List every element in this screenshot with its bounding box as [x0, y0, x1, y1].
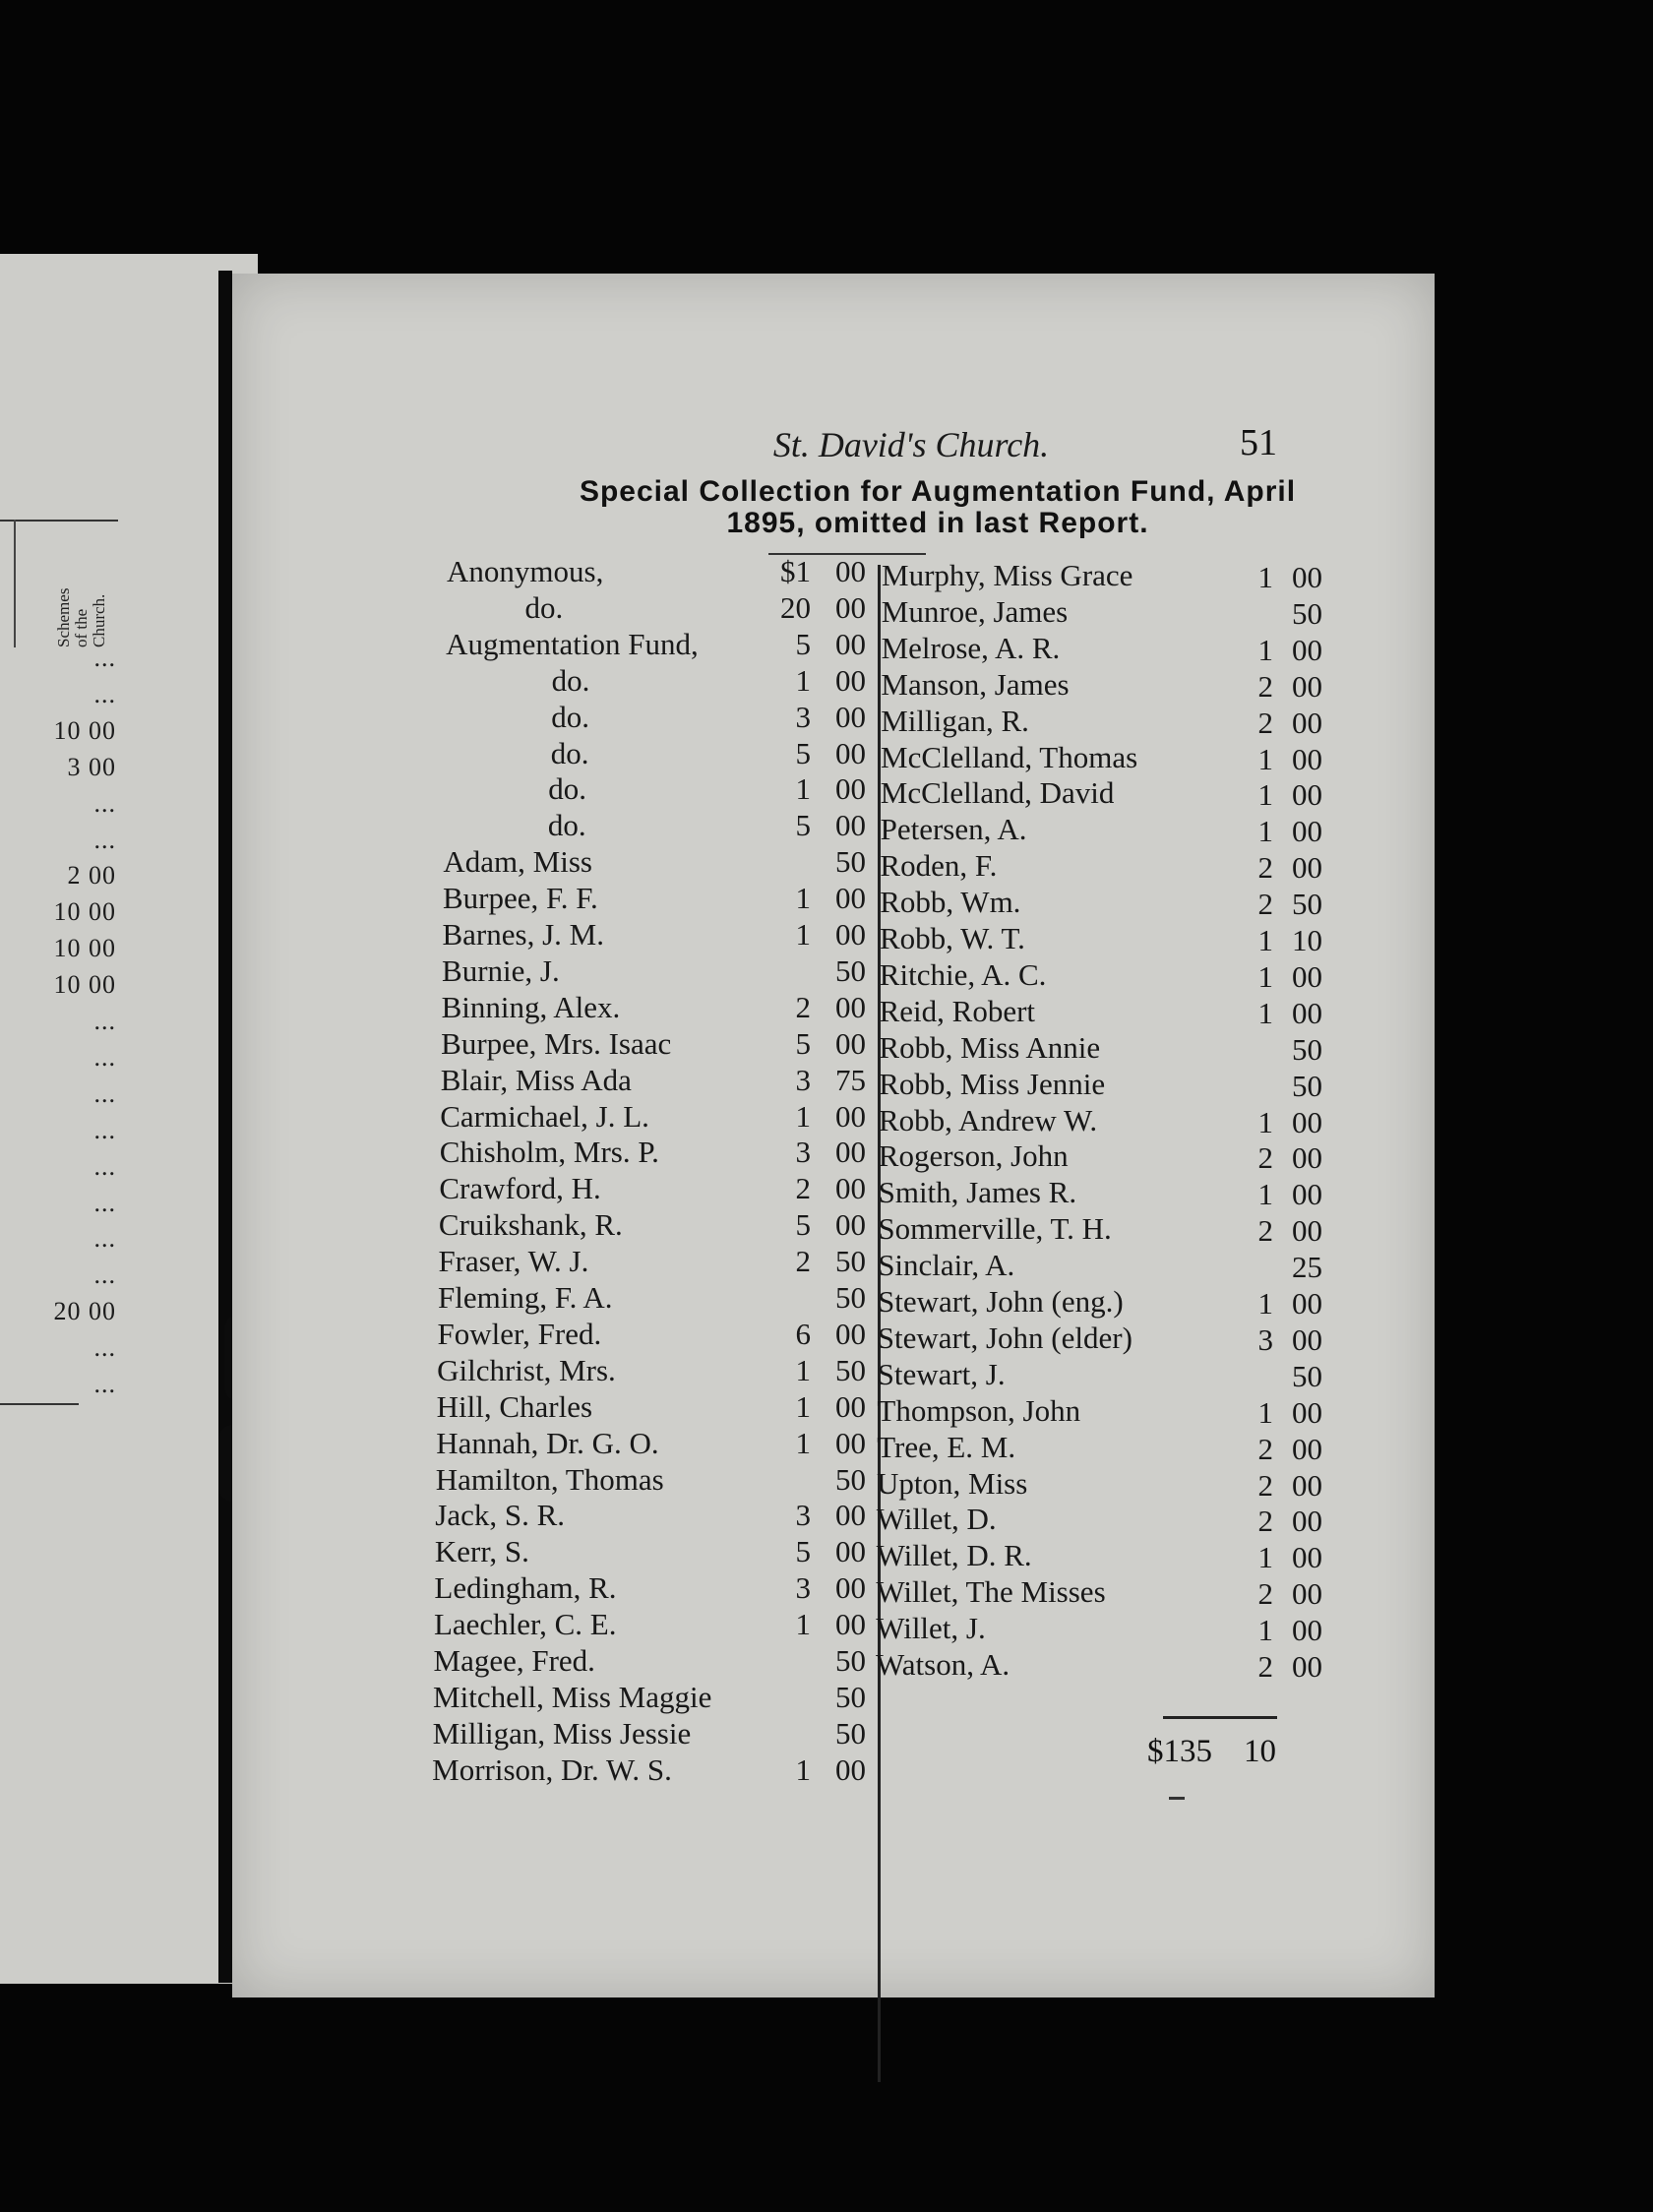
amount-dollars: 1 — [1257, 1177, 1273, 1212]
amount-dollars: 1 — [1257, 741, 1273, 776]
amount-cents: 50 — [1292, 1068, 1322, 1103]
entry-name: Upton, Miss — [877, 1465, 1028, 1501]
amount-cents: 50 — [1292, 887, 1322, 922]
heading-line: 1895, omitted in last Report. — [726, 507, 1149, 539]
amount-dollars: 3 — [795, 1570, 811, 1606]
amount-cents: 00 — [1292, 1504, 1322, 1539]
entry-name: Manson, James — [881, 666, 1070, 702]
amount-dollars: 3 — [795, 699, 811, 734]
amount-dollars: 1 — [1257, 1394, 1273, 1430]
heading-line: Special Collection for Augmentation Fund, April — [579, 475, 1297, 508]
ledger-page — [232, 274, 1435, 1997]
amount-cents: 00 — [1292, 705, 1322, 740]
amount-dollars: 2 — [1257, 1431, 1273, 1466]
amount-dollars: 2 — [1257, 705, 1273, 740]
entry-name: Murphy, Miss Grace — [882, 558, 1133, 592]
entry-name: Carmichael, J. L. — [440, 1098, 649, 1134]
entry-name: Willet, J. — [876, 1611, 986, 1646]
facing-page-amount: ... — [93, 1007, 116, 1035]
amount-dollars: 2 — [1257, 850, 1273, 886]
amount-dollars: 2 — [795, 1244, 811, 1279]
entry-name: Roden, F. — [880, 848, 998, 884]
entry-name: Anonymous, — [447, 554, 604, 588]
amount-dollars: 3 — [795, 1135, 811, 1170]
running-head: St. David's Church. — [772, 425, 1050, 464]
facing-page-top-rule — [0, 520, 118, 522]
amount-cents: 00 — [1292, 1321, 1322, 1357]
facing-page-amount: 3 00 — [67, 752, 116, 781]
amount-cents: 00 — [835, 1316, 866, 1351]
facing-page-amount: ... — [93, 679, 116, 708]
amount-dollars: 1 — [795, 1607, 811, 1642]
facing-page-column-header — [18, 527, 116, 647]
amount-dollars: 5 — [795, 626, 811, 661]
entry-name: Burpee, F. F. — [442, 881, 598, 916]
amount-dollars: 1 — [795, 1352, 811, 1387]
entry-name: Munroe, James — [881, 593, 1069, 629]
total-rule — [1163, 1716, 1277, 1719]
column-header-line: Church. — [90, 593, 108, 647]
entry-name: Stewart, J. — [877, 1356, 1006, 1391]
amount-cents: 00 — [835, 989, 866, 1024]
entry-name: Willet, D. R. — [876, 1538, 1032, 1573]
entry-name: do. — [551, 699, 589, 734]
amount-cents: 00 — [1292, 1431, 1322, 1466]
amount-dollars: 2 — [1257, 1213, 1273, 1249]
amount-dollars: 5 — [795, 1025, 811, 1061]
amount-cents: 00 — [835, 735, 866, 770]
facing-page-amount: ... — [93, 1370, 116, 1398]
entry-name: Magee, Fred. — [433, 1643, 595, 1678]
entry-name: Smith, James R. — [878, 1175, 1077, 1210]
entry-name: Hamilton, Thomas — [435, 1461, 664, 1497]
entry-name: Jack, S. R. — [435, 1498, 566, 1533]
facing-page-column-divider — [14, 520, 16, 647]
amount-cents: 50 — [835, 1715, 866, 1751]
amount-dollars: 3 — [795, 1062, 811, 1097]
entry-name: Fraser, W. J. — [438, 1244, 589, 1279]
amount-cents: 00 — [835, 1607, 866, 1642]
entry-name: Mitchell, Miss Maggie — [433, 1679, 712, 1714]
entry-name: Sommerville, T. H. — [878, 1211, 1112, 1247]
amount-cents: 00 — [835, 662, 866, 698]
entry-name: Burnie, J. — [442, 952, 560, 988]
column-header-line: of the — [72, 608, 91, 647]
facing-page-amount: ... — [93, 644, 116, 672]
facing-page-amount: 20 00 — [53, 1297, 116, 1326]
entry-name: do. — [547, 808, 586, 843]
entry-name: Reid, Robert — [879, 993, 1036, 1028]
amount-cents: 00 — [1292, 632, 1322, 667]
amount-dollars: 20 — [780, 589, 811, 625]
entry-name: Ritchie, A. C. — [879, 956, 1047, 992]
entry-name: Blair, Miss Ada — [440, 1062, 632, 1097]
amount-cents: 50 — [1292, 1358, 1322, 1393]
entry-name: Tree, E. M. — [877, 1429, 1016, 1464]
entry-name: McClelland, Thomas — [881, 739, 1138, 774]
amount-cents: 00 — [1292, 814, 1322, 849]
amount-dollars: 1 — [795, 1098, 811, 1134]
facing-page-amount: 10 00 — [53, 934, 116, 963]
amount-cents: 50 — [835, 1643, 866, 1678]
entry-name: Stewart, John (eng.) — [878, 1284, 1124, 1319]
amount-dollars: 1 — [1257, 1613, 1273, 1648]
entry-name: Melrose, A. R. — [881, 630, 1061, 665]
amount-cents: 00 — [835, 1425, 866, 1460]
facing-page-amount: 10 00 — [53, 970, 116, 1000]
amount-cents: 00 — [1292, 1394, 1322, 1430]
facing-page-amount: ... — [93, 1151, 116, 1181]
amount-cents: 00 — [1292, 668, 1322, 704]
amount-dollars: 2 — [1257, 887, 1273, 922]
facing-page-amount: ... — [93, 1260, 116, 1290]
amount-cents: 50 — [835, 1461, 866, 1497]
amount-dollars: 5 — [795, 1207, 811, 1243]
amount-cents: 25 — [1292, 1250, 1322, 1285]
entry-name: Hannah, Dr. G. O. — [436, 1425, 659, 1460]
entry-name: Watson, A. — [876, 1647, 1010, 1682]
amount-dollars: 1 — [795, 662, 811, 698]
entry-name: Crawford, H. — [439, 1171, 601, 1206]
amount-dollars: 3 — [795, 1498, 811, 1533]
amount-dollars: 1 — [1257, 923, 1273, 957]
amount-dollars: 2 — [1257, 1467, 1273, 1503]
entry-name: Robb, W. T. — [880, 921, 1025, 955]
binding-gutter — [218, 271, 232, 1983]
amount-cents: 00 — [835, 1171, 866, 1206]
entry-name: Binning, Alex. — [441, 989, 621, 1024]
amount-cents: 00 — [835, 699, 866, 734]
entry-name: Burpee, Mrs. Isaac — [441, 1025, 672, 1061]
amount-cents: 00 — [835, 1207, 866, 1243]
entry-name: Milligan, R. — [881, 703, 1029, 738]
amount-cents: 00 — [1292, 1286, 1322, 1321]
amount-cents: 00 — [1292, 1540, 1322, 1575]
entry-name: do. — [550, 735, 589, 770]
amount-dollars: 6 — [795, 1316, 811, 1351]
entry-name: Hill, Charles — [436, 1388, 593, 1424]
amount-cents: 00 — [835, 1751, 866, 1787]
amount-cents: 00 — [1292, 1649, 1322, 1684]
amount-dollars: 2 — [795, 989, 811, 1024]
amount-cents: 00 — [835, 808, 866, 843]
amount-cents: 50 — [1292, 595, 1322, 631]
entry-name: do. — [551, 662, 590, 698]
amount-dollars: 1 — [1257, 1104, 1273, 1139]
facing-page-amount: ... — [93, 1078, 116, 1108]
entry-name: Milligan, Miss Jessie — [432, 1715, 692, 1751]
amount-cents: 00 — [835, 1135, 866, 1170]
amount-cents: 00 — [1292, 850, 1322, 886]
amount-cents: 00 — [835, 1570, 866, 1606]
page-number: 51 — [1240, 422, 1277, 463]
facing-page-amount: ... — [93, 1333, 116, 1363]
amount-cents: 00 — [1292, 1177, 1322, 1212]
amount-cents: 00 — [835, 1498, 866, 1533]
facing-page-amount: ... — [93, 1042, 116, 1072]
facing-page-amount: ... — [93, 825, 116, 854]
entry-name: Laechler, C. E. — [433, 1607, 617, 1642]
facing-page-bottom-rule — [0, 1403, 79, 1405]
amount-cents: 00 — [1292, 1613, 1322, 1648]
total-dash — [1169, 1797, 1185, 1800]
amount-dollars: 1 — [795, 917, 811, 952]
amount-cents: 50 — [835, 844, 866, 880]
entry-name: Robb, Miss Annie — [879, 1029, 1101, 1065]
entry-name: McClelland, David — [880, 775, 1115, 811]
amount-dollars: 1 — [1257, 814, 1273, 849]
entry-name: Barnes, J. M. — [442, 917, 604, 952]
entry-name: Petersen, A. — [880, 812, 1027, 847]
amount-cents: 00 — [1292, 560, 1322, 594]
entry-name: Augmentation Fund, — [446, 626, 699, 661]
amount-dollars: 5 — [795, 735, 811, 770]
facing-page-amount: 2 00 — [67, 861, 116, 891]
amount-cents: 75 — [835, 1062, 866, 1097]
facing-page-amount: ... — [93, 1115, 116, 1144]
amount-cents: 50 — [835, 1679, 866, 1714]
amount-cents: 00 — [1292, 777, 1322, 813]
amount-cents: 00 — [835, 771, 866, 807]
amount-cents: 50 — [1292, 1031, 1322, 1067]
amount-dollars: $1 — [780, 554, 811, 588]
amount-cents: 00 — [1292, 1576, 1322, 1612]
amount-dollars: 1 — [795, 771, 811, 807]
entry-name: Morrison, Dr. W. S. — [432, 1751, 672, 1787]
facing-page-amount: ... — [93, 1188, 116, 1217]
amount-dollars: 1 — [795, 1751, 811, 1787]
collection-heading — [446, 476, 1430, 539]
amount-cents: 00 — [835, 881, 866, 916]
amount-cents: 00 — [835, 1388, 866, 1424]
amount-cents: 50 — [835, 1244, 866, 1279]
entry-name: Robb, Wm. — [880, 885, 1021, 920]
entry-name: Willet, D. — [876, 1502, 997, 1537]
amount-cents: 00 — [835, 554, 866, 588]
entry-name: Fleming, F. A. — [438, 1280, 613, 1315]
amount-cents: 00 — [1292, 1467, 1322, 1503]
entry-name: Sinclair, A. — [878, 1248, 1015, 1283]
entry-name: Stewart, John (elder) — [877, 1320, 1133, 1355]
amount-dollars: 1 — [795, 881, 811, 916]
entry-name: Gilchrist, Mrs. — [437, 1352, 616, 1387]
amount-dollars: 2 — [1257, 1140, 1273, 1176]
amount-cents: 00 — [835, 1098, 866, 1134]
entry-name: Willet, The Misses — [876, 1574, 1106, 1610]
amount-cents: 00 — [1292, 1140, 1322, 1176]
amount-dollars: 1 — [795, 1388, 811, 1424]
amount-dollars: 1 — [795, 1425, 811, 1460]
amount-cents: 50 — [835, 1352, 866, 1387]
entry-name: Thompson, John — [877, 1392, 1081, 1428]
column-header-line: Schemes — [54, 587, 73, 647]
total-cents: 10 — [1244, 1734, 1276, 1769]
amount-dollars: 2 — [1257, 668, 1273, 704]
entry-name: Kerr, S. — [434, 1534, 529, 1569]
amount-cents: 00 — [1292, 1104, 1322, 1139]
amount-dollars: 1 — [1257, 632, 1273, 667]
entry-name: Robb, Miss Jennie — [879, 1066, 1106, 1101]
amount-cents: 00 — [1292, 1213, 1322, 1249]
amount-dollars: 2 — [1257, 1649, 1273, 1684]
amount-cents: 00 — [1292, 741, 1322, 776]
amount-cents: 00 — [1292, 958, 1322, 994]
amount-cents: 50 — [835, 1280, 866, 1315]
entry-name: do. — [524, 589, 564, 625]
amount-cents: 00 — [835, 917, 866, 952]
amount-dollars: 1 — [1257, 1286, 1273, 1321]
entry-name: Rogerson, John — [878, 1138, 1069, 1174]
facing-page-amount: 10 00 — [53, 715, 116, 745]
amount-cents: 00 — [835, 626, 866, 661]
amount-dollars: 5 — [795, 808, 811, 843]
entry-name: Ledingham, R. — [434, 1570, 617, 1606]
amount-cents: 10 — [1292, 923, 1322, 957]
entry-name: Adam, Miss — [443, 844, 592, 880]
entry-name: Robb, Andrew W. — [879, 1102, 1098, 1137]
amount-dollars: 2 — [1257, 1576, 1273, 1612]
amount-dollars: 2 — [1257, 1504, 1273, 1539]
entry-name: Fowler, Fred. — [437, 1316, 602, 1351]
amount-dollars: 1 — [1257, 1540, 1273, 1575]
total-dollars: $135 — [1147, 1734, 1212, 1769]
amount-dollars: 1 — [1257, 777, 1273, 813]
entry-name: do. — [548, 771, 587, 807]
amount-cents: 50 — [835, 952, 866, 988]
amount-dollars: 2 — [795, 1171, 811, 1206]
amount-cents: 00 — [1292, 995, 1322, 1030]
facing-page-amount: ... — [93, 1224, 116, 1254]
amount-dollars: 1 — [1257, 560, 1273, 594]
amount-dollars: 1 — [1257, 995, 1273, 1030]
amount-cents: 00 — [835, 589, 866, 625]
amount-dollars: 5 — [795, 1534, 811, 1569]
amount-cents: 00 — [835, 1534, 866, 1569]
amount-dollars: 1 — [1257, 958, 1273, 994]
amount-dollars: 3 — [1257, 1321, 1273, 1357]
entry-name: Cruikshank, R. — [438, 1207, 623, 1243]
entry-name: Chisholm, Mrs. P. — [439, 1135, 659, 1170]
amount-cents: 00 — [835, 1025, 866, 1061]
facing-page-amount: 10 00 — [53, 897, 116, 927]
facing-page-amount: ... — [93, 788, 116, 818]
